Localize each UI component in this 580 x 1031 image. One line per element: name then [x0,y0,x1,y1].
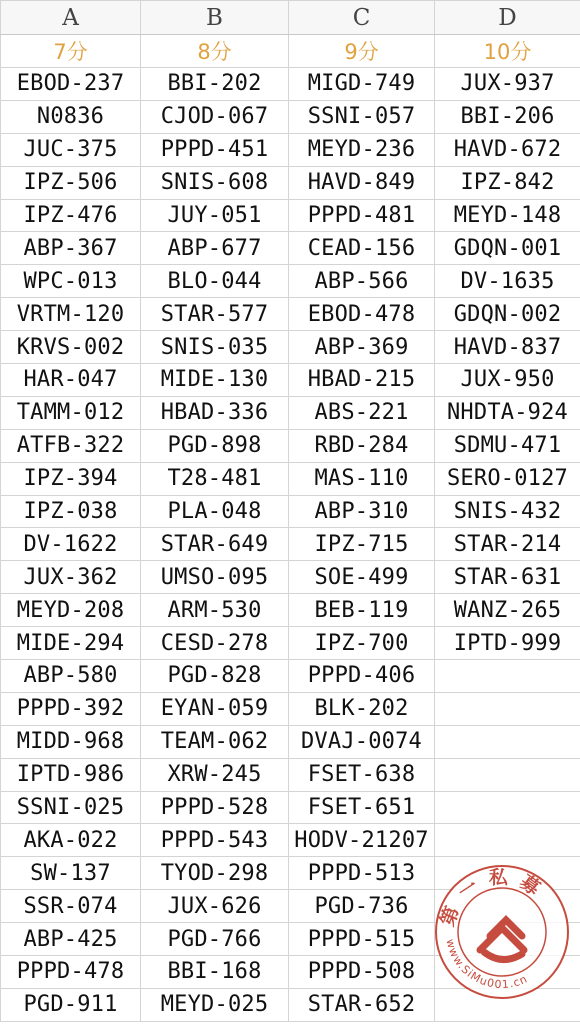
cell[interactable]: ABP-566 [289,265,435,298]
table-row [1,660,580,693]
cell[interactable]: SSNI-057 [289,100,435,133]
cell[interactable]: SNIS-432 [435,495,580,528]
cell[interactable]: HAVD-672 [435,133,580,166]
cell[interactable]: PPPD-515 [289,923,435,956]
cell[interactable]: BLK-202 [289,692,435,725]
simu-watermark-logo [432,862,572,1002]
table-row [1,331,580,364]
cell[interactable]: MIGD-749 [289,68,435,101]
cell[interactable]: CESD-278 [141,627,289,660]
cell[interactable]: MEYD-236 [289,133,435,166]
cell[interactable]: GDQN-002 [435,298,580,331]
cell[interactable]: WANZ-265 [435,594,580,627]
cell[interactable]: ABP-369 [289,331,435,364]
cell[interactable]: IPZ-842 [435,166,580,199]
cell[interactable]: PGD-911 [1,988,141,1021]
cell[interactable]: SW-137 [1,857,141,890]
table-row [1,133,580,166]
header-cell[interactable]: 10分 [435,35,580,68]
column-header-b[interactable]: B [141,1,289,35]
table-row [1,68,580,101]
cell[interactable]: MEYD-148 [435,199,580,232]
cell[interactable]: TAMM-012 [1,396,141,429]
table-row [1,462,580,495]
cell[interactable]: XRW-245 [141,758,289,791]
cell[interactable]: STAR-649 [141,528,289,561]
table-row [1,725,580,758]
cell[interactable]: HBAD-215 [289,364,435,397]
cell[interactable]: CJOD-067 [141,100,289,133]
cell[interactable]: T28-481 [141,462,289,495]
table-row [1,232,580,265]
cell[interactable]: MEYD-208 [1,594,141,627]
cell[interactable]: ABP-580 [1,660,141,693]
cell[interactable]: SERO-0127 [435,462,580,495]
cell[interactable]: IPZ-394 [1,462,141,495]
cell[interactable]: EBOD-237 [1,68,141,101]
cell[interactable] [435,692,580,725]
cell[interactable]: PGD-828 [141,660,289,693]
table-row [1,561,580,594]
cell[interactable]: PLA-048 [141,495,289,528]
cell[interactable]: IPZ-506 [1,166,141,199]
cell[interactable]: SSR-074 [1,890,141,923]
cell[interactable]: STAR-631 [435,561,580,594]
header-cell[interactable]: 9分 [289,35,435,68]
cell[interactable]: PPPD-508 [289,956,435,989]
cell[interactable]: MEYD-025 [141,988,289,1021]
cell[interactable]: JUX-937 [435,68,580,101]
cell[interactable]: NHDTA-924 [435,396,580,429]
cell[interactable]: KRVS-002 [1,331,141,364]
table-row [1,396,580,429]
table-row [1,429,580,462]
table-row [1,199,580,232]
header-cell[interactable]: 7分 [1,35,141,68]
cell[interactable]: FSET-651 [289,791,435,824]
cell[interactable]: HAVD-837 [435,331,580,364]
cell[interactable]: PPPD-481 [289,199,435,232]
table-row [1,265,580,298]
watermark-chinese-text: 第一私募 [436,866,553,930]
table-row [1,166,580,199]
cell[interactable]: HBAD-336 [141,396,289,429]
cell[interactable]: PPPD-543 [141,824,289,857]
cell[interactable]: ABP-677 [141,232,289,265]
cell[interactable]: IPZ-700 [289,627,435,660]
cell[interactable]: BEB-119 [289,594,435,627]
cell[interactable]: IPTD-999 [435,627,580,660]
cell[interactable]: DV-1622 [1,528,141,561]
cell[interactable]: ABP-310 [289,495,435,528]
table-row [1,791,580,824]
cell[interactable]: MAS-110 [289,462,435,495]
cell[interactable]: PPPD-406 [289,660,435,693]
cell[interactable]: JUX-950 [435,364,580,397]
cell[interactable]: IPZ-476 [1,199,141,232]
cell[interactable]: FSET-638 [289,758,435,791]
cell[interactable]: PPPD-392 [1,692,141,725]
cell[interactable]: JUX-362 [1,561,141,594]
cell[interactable]: BBI-206 [435,100,580,133]
table-row [1,298,580,331]
cell[interactable] [435,725,580,758]
cell[interactable] [435,791,580,824]
cell[interactable]: PGD-766 [141,923,289,956]
cell[interactable]: RBD-284 [289,429,435,462]
cell[interactable]: PPPD-513 [289,857,435,890]
cell[interactable]: HAVD-849 [289,166,435,199]
table-row [1,627,580,660]
cell[interactable]: STAR-652 [289,988,435,1021]
score-header-row [1,35,580,68]
cell[interactable] [435,824,580,857]
cell[interactable]: IPTD-986 [1,758,141,791]
cell[interactable]: VRTM-120 [1,298,141,331]
cell[interactable]: AKA-022 [1,824,141,857]
cell[interactable] [435,758,580,791]
cell[interactable]: PGD-736 [289,890,435,923]
watermark-url-text: www.SiMu001.cn [443,937,530,992]
cell[interactable]: DVAJ-0074 [289,725,435,758]
cell[interactable]: PPPD-528 [141,791,289,824]
column-header-d[interactable]: D [435,1,580,35]
cell[interactable]: SSNI-025 [1,791,141,824]
cell[interactable]: ABP-367 [1,232,141,265]
cell[interactable]: PPPD-451 [141,133,289,166]
cell[interactable]: BBI-202 [141,68,289,101]
cell[interactable]: JUC-375 [1,133,141,166]
cell[interactable]: JUX-626 [141,890,289,923]
cell[interactable]: ABS-221 [289,396,435,429]
cell[interactable]: DV-1635 [435,265,580,298]
table-row [1,824,580,857]
cell[interactable]: MIDD-968 [1,725,141,758]
column-letter-row [1,1,580,35]
cell[interactable]: UMSO-095 [141,561,289,594]
cell[interactable]: CEAD-156 [289,232,435,265]
cell[interactable]: SNIS-035 [141,331,289,364]
cell[interactable]: TEAM-062 [141,725,289,758]
table-row [1,100,580,133]
table-row [1,495,580,528]
cell[interactable]: PPPD-478 [1,956,141,989]
cell[interactable] [435,660,580,693]
cell[interactable]: MIDE-130 [141,364,289,397]
cell[interactable]: ABP-425 [1,923,141,956]
table-row [1,692,580,725]
cell[interactable]: MIDE-294 [1,627,141,660]
table-row [1,758,580,791]
cell[interactable]: BBI-168 [141,956,289,989]
cell[interactable]: HAR-047 [1,364,141,397]
cell[interactable]: EBOD-478 [289,298,435,331]
cell[interactable]: SNIS-608 [141,166,289,199]
cell[interactable]: N0836 [1,100,141,133]
cell[interactable]: PGD-898 [141,429,289,462]
cell[interactable]: TYOD-298 [141,857,289,890]
table-row [1,364,580,397]
cell[interactable]: STAR-214 [435,528,580,561]
cell[interactable]: ARM-530 [141,594,289,627]
column-header-a[interactable]: A [1,1,141,35]
cell[interactable]: ATFB-322 [1,429,141,462]
cell[interactable]: IPZ-038 [1,495,141,528]
cell[interactable]: BLO-044 [141,265,289,298]
cell[interactable]: EYAN-059 [141,692,289,725]
column-header-c[interactable]: C [289,1,435,35]
cell[interactable]: HODV-21207 [289,824,435,857]
cell[interactable]: STAR-577 [141,298,289,331]
table-row [1,594,580,627]
cell[interactable]: SDMU-471 [435,429,580,462]
cell[interactable]: IPZ-715 [289,528,435,561]
cell[interactable]: JUY-051 [141,199,289,232]
header-cell[interactable]: 8分 [141,35,289,68]
cell[interactable]: SOE-499 [289,561,435,594]
cell[interactable]: GDQN-001 [435,232,580,265]
cell[interactable]: WPC-013 [1,265,141,298]
table-row [1,528,580,561]
